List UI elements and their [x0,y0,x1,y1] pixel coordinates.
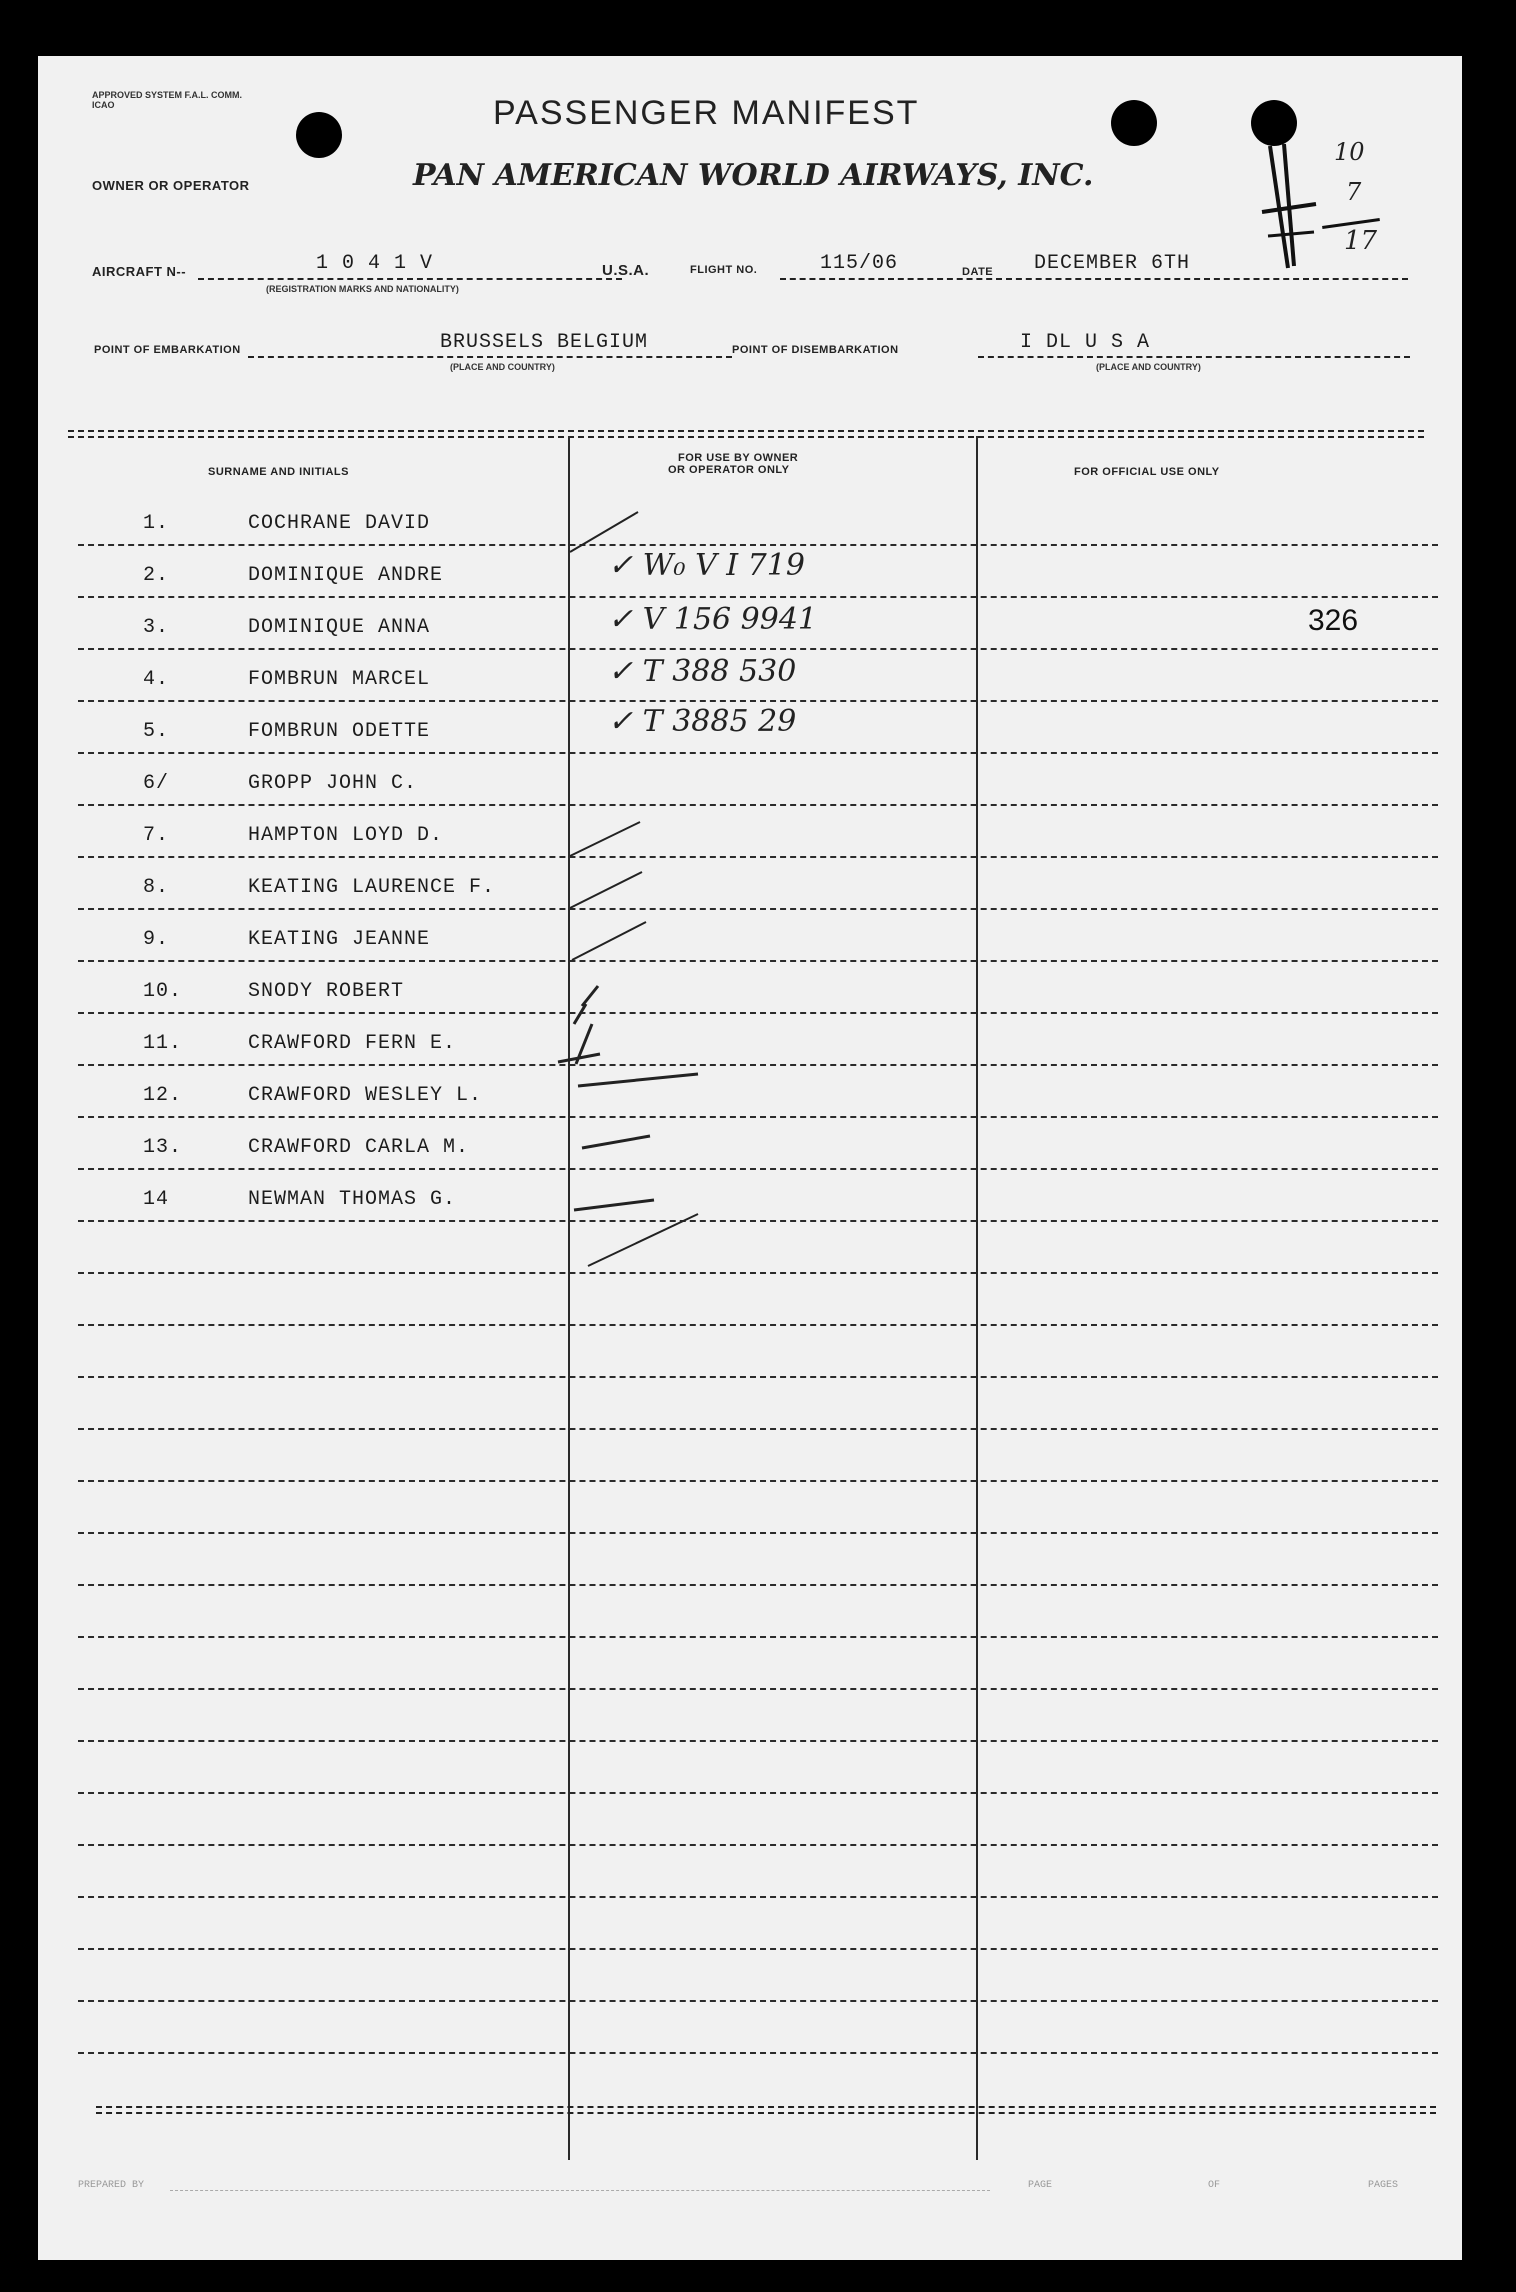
row-number: 5. [143,720,170,743]
row-5 [38,704,1462,760]
page-label: PAGE [1028,2180,1053,2191]
embark-value: BRUSSELS BELGIUM [440,331,649,354]
passenger-name: CRAWFORD CARLA M. [248,1136,470,1159]
aircraft-sub: (REGISTRATION MARKS AND NATIONALITY) [266,284,459,294]
disembark-underline [978,356,1410,358]
row-rule [78,1532,1438,1534]
flight-underline [780,278,1002,280]
passenger-name: CRAWFORD WESLEY L. [248,1084,483,1107]
passenger-name: HAMPTON LOYD D. [248,824,444,847]
row-1 [38,512,1462,552]
punch-hole-right-1 [1111,100,1157,146]
passenger-name: CRAWFORD FERN E. [248,1032,457,1055]
corner-note-top: 10 [1334,138,1365,166]
row-12 [38,1084,1462,1124]
row-number: 14 [143,1188,170,1211]
passenger-name: COCHRANE DAVID [248,512,431,535]
row-rule [78,1376,1438,1378]
col-official-header: FOR OFFICIAL USE ONLY [1074,466,1220,478]
row-number: 3. [143,616,170,639]
operator-note: ✓ T 3885 29 [608,704,797,739]
row-rule [78,1480,1438,1482]
row-4 [38,654,1462,708]
col-operator-header-2: OR OPERATOR ONLY [668,464,790,476]
of-label: OF [1208,2180,1221,2191]
disembark-sub: (PLACE AND COUNTRY) [1096,362,1201,372]
prepared-by-line [170,2190,990,2191]
row-number: 4. [143,668,170,691]
prepared-by-label: PREPARED BY [78,2180,145,2191]
row-9 [38,928,1462,968]
approved-stamp: APPROVED SYSTEM F.A.L. COMM. ICAO [92,90,243,110]
row-number: 1. [143,512,170,535]
airline-name: PAN AMERICAN WORLD AIRWAYS, INC. [413,158,1094,193]
embark-underline [248,356,732,358]
passenger-name: FOMBRUN ODETTE [248,720,431,743]
disembark-label: POINT OF DISEMBARKATION [732,344,899,356]
operator-note: ✓ T 388 530 [608,654,797,689]
row-number: 10. [143,980,183,1003]
date-underline [1006,278,1408,280]
row-rule [78,1792,1438,1794]
row-number: 11. [143,1032,183,1055]
row-13 [38,1136,1462,1176]
owner-label: OWNER OR OPERATOR [92,178,250,193]
passenger-name: KEATING JEANNE [248,928,431,951]
row-rule [78,1740,1438,1742]
usa-label: U.S.A. [602,262,650,279]
row-number: 9. [143,928,170,951]
operator-note: ✓ W₀ V I 719 [608,548,805,583]
row-3 [38,602,1462,656]
table-top-rule [68,430,1424,438]
row-11 [38,1032,1462,1072]
row-number: 7. [143,824,170,847]
passenger-name: KEATING LAURENCE F. [248,876,496,899]
row-number: 6/ [143,772,170,795]
operator-tick-marks [538,476,738,1276]
passenger-name: DOMINIQUE ANDRE [248,564,444,587]
row-rule [78,1272,1438,1274]
punch-hole-left [296,112,342,158]
row-rule [78,2052,1438,2054]
row-14 [38,1188,1462,1228]
row-rule [78,1948,1438,1950]
date-label: DATE [962,266,994,278]
corner-note-bottom: 17 [1344,226,1378,256]
passenger-name: DOMINIQUE ANNA [248,616,431,639]
row-7 [38,824,1462,864]
disembark-value: I DL U S A [1020,331,1151,354]
passenger-name: FOMBRUN MARCEL [248,668,431,691]
manifest-page [38,56,1462,2260]
col-operator-header-1: FOR USE BY OWNER [678,452,799,464]
row-8 [38,876,1462,916]
operator-note: ✓ V 156 9941 [608,602,818,637]
row-rule [78,1324,1438,1326]
aircraft-value: 1 0 4 1 V [316,252,434,275]
row-rule [78,1844,1438,1846]
row-rule [78,2000,1438,2002]
embark-label: POINT OF EMBARKATION [94,344,241,356]
page-title: PASSENGER MANIFEST [493,94,920,132]
corner-note-mid: 7 [1346,178,1362,206]
footer [78,2180,1438,2200]
row-number: 2. [143,564,170,587]
pages-label: PAGES [1368,2180,1399,2191]
aircraft-label: AIRCRAFT N-- [92,264,187,279]
flight-value: 115/06 [820,252,899,275]
table-bottom-rule [96,2106,1436,2114]
row-2 [38,548,1462,604]
passenger-name: GROPP JOHN C. [248,772,418,795]
row-rule [78,1584,1438,1586]
row-rule [78,1636,1438,1638]
row-number: 13. [143,1136,183,1159]
row-10 [38,980,1462,1020]
date-value: DECEMBER 6TH [1034,252,1191,275]
passenger-name: SNODY ROBERT [248,980,405,1003]
row-rule [78,1688,1438,1690]
corner-mark [1258,138,1318,278]
aircraft-underline [198,278,622,280]
passenger-name: NEWMAN THOMAS G. [248,1188,457,1211]
row-number: 8. [143,876,170,899]
row-6 [38,772,1462,812]
embark-sub: (PLACE AND COUNTRY) [450,362,555,372]
col-surname-header: SURNAME AND INITIALS [208,466,349,478]
official-value: 326 [1308,604,1359,637]
row-rule [78,1896,1438,1898]
row-number: 12. [143,1084,183,1107]
row-rule [78,1428,1438,1430]
flight-label: FLIGHT NO. [690,264,758,276]
